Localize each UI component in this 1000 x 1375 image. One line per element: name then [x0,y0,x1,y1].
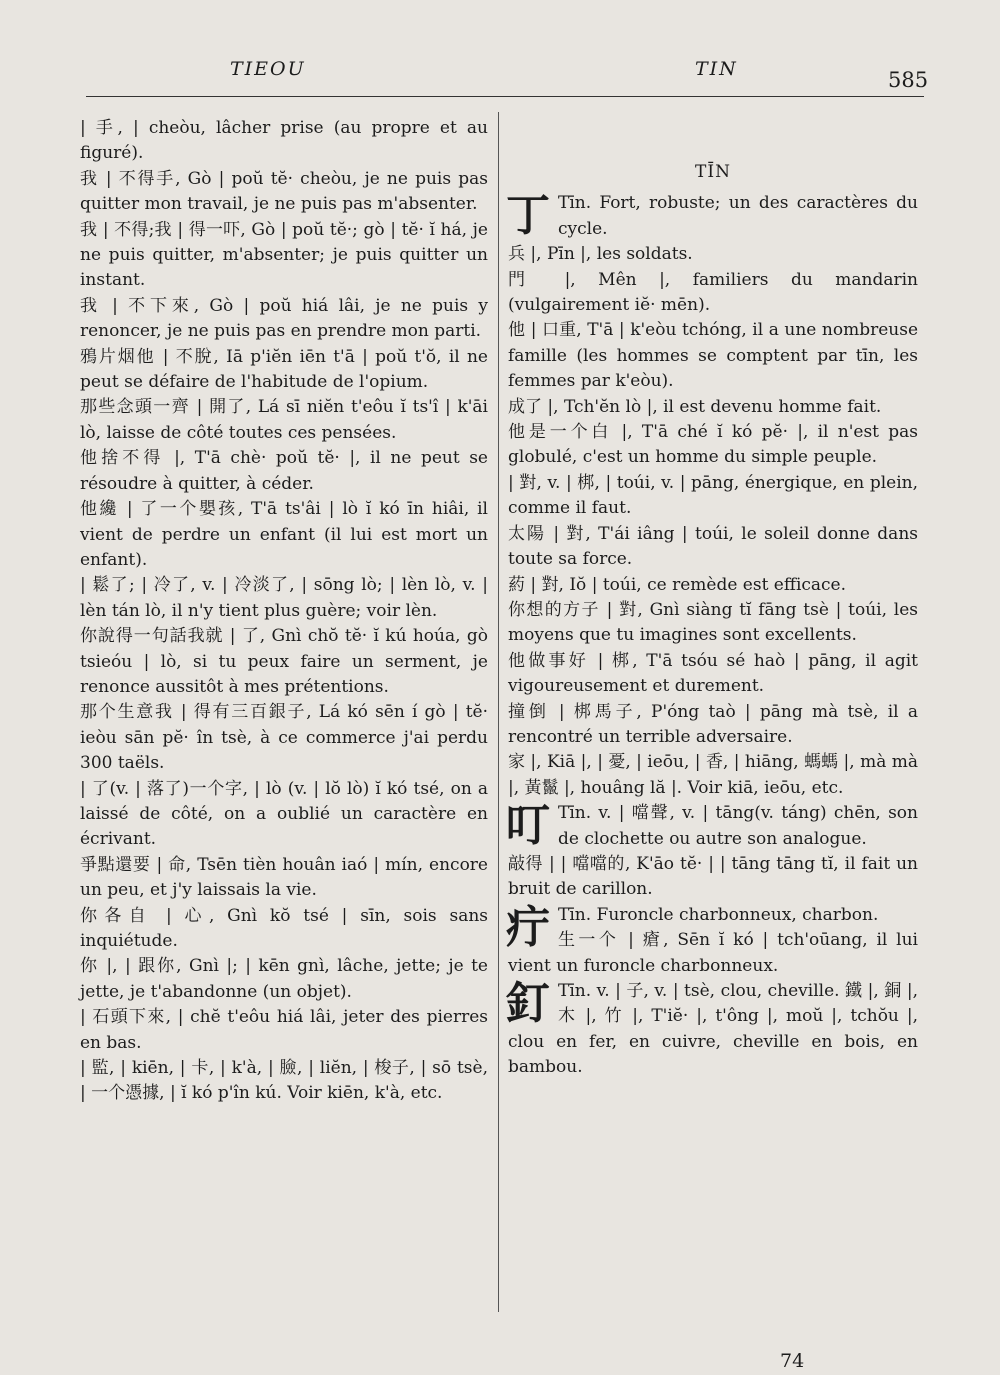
entry: | 監, | kiēn, | 卡, | k'à, | 臉, | liĕn, | 梭子, | sō tsè, | 一个憑據, | ĭ kó p'în kú. Voir kiēn, k'à, etc. [80,1058,488,1104]
entry [508,979,918,1081]
entry-text: Tīn. Fort, robuste; un des caractères du cycle. [558,193,918,239]
entry-text: Tīn. v. | 噹聲, v. | tāng(v. táng) chēn, son de clochette ou autre son analogue. [558,803,918,849]
head-character: 叮 [506,800,550,852]
running-head-right: TIN [695,58,738,80]
entry [508,928,918,979]
entry: | 石頭下來, | chĕ t'eôu hiá lâi, jeter des pierres en bas. [80,1007,488,1053]
entry: 我 | 不下來, Gò | poŭ hiá lâi, je ne puis y renoncer, je ne puis pas en prendre mon parti. [80,295,488,342]
entry [508,598,918,649]
left-column [80,116,488,1107]
head-character: 丁 [506,190,550,242]
entry: 你說得一句話我就 | 了, Gnì chŏ tĕ· ĭ kú hoúa, gò tsieóu | lò, si tu peux faire un serment, je renonce aussitôt à mes prétentions. [80,626,488,697]
entry [508,242,918,267]
entry-text: Tīn. Furoncle charbonneux, charbon. [558,904,879,925]
entry [508,522,918,573]
entry-text: 太陽 | 對, T'ái iâng | toúi, le soleil donne dans toute sa force. [508,523,918,570]
entry: 我 | 不得手, Gò | poŭ tĕ· cheòu, je ne puis pas quitter mon travail, je ne puis pas m'absenter. [80,168,488,215]
section-heading: TĪN [695,162,731,182]
entry [508,318,918,394]
entry: 他捨不得 |, T'ā chè· poŭ tĕ· |, il ne peut se résoudre à quitter, à céder. [80,448,488,494]
entry: 那些念頭一齊 | 開了, Lá sī niĕn t'eôu ĭ ts'î | k'āi lò, laisse de côté toutes ces pensées. [80,397,488,443]
header-rule [86,96,924,97]
entry-text: 敲得 | | 噹噹的, K'āo tĕ· | | tāng tāng tĭ, il fait un bruit de carillon. [508,853,918,900]
entry [508,395,918,420]
entry-text: 撞倒 | 梆馬子, P'óng taò | pāng mà tsè, il a rencontré un terrible adversaire. [508,701,918,747]
entry [508,471,918,522]
entry [508,852,918,903]
entry: 我 | 不得;我 | 得一吓, Gò | poŭ tĕ·; gò | tĕ· ĭ há, je ne puis quitter, m'absenter; je puis quitter un instant. [80,219,488,291]
entry [508,191,918,242]
entry: 你各自 | 心, Gnì kŏ tsé | sīn, sois sans inquiétude. [80,905,488,951]
entry-text: 葯 | 對, Iŏ | toúi, ce remède est efficace. [508,574,847,595]
entry-text: 他 | 口重, T'ā | k'eòu tchóng, il a une nombreuse famille (les hommes se comptent par tīn, les femmes par k'eòu). [508,320,918,392]
entry-text: 兵 |, Pīn |, les soldats. [508,244,693,265]
entry-text: Tīn. v. | 子, v. | tsè, clou, cheville. 鐵 |, 銅 |, 木 |, 竹 |, T'iĕ· |, t'ông |, moŭ |, tchŏu |, clou en fer, en cuivre, cheville en bois, en bambou. [508,981,918,1078]
entry: 他纔 | 了一个嬰孩, T'ā ts'âi | lò ĭ kó īn hiâi, il vient de perdre un enfant (il lui est mort un enfant). [80,499,488,570]
entry-text: 家 |, Kiā |, | 憂, | ieōu, | 香, | hiāng, 螞螞 |, mà mà |, 黃鬣 |, houâng lă |. Voir kiā, ieōu, etc. [508,752,918,798]
page-number: 585 [888,68,929,92]
entry [508,750,918,801]
entry-text: | 對, v. | 梆, | toúi, v. | pāng, énergique, en plein, comme il faut. [508,472,918,519]
entry: | 鬆了; | 冷了, v. | 冷淡了, | sōng lò; | lèn lò, v. | lèn tán lò, il n'y tient plus guère; voir lèn. [80,575,488,621]
entry [508,700,918,751]
entry [508,649,918,700]
entry: 爭點還要 | 命, Tsēn tièn houân iaó | mín, encore un peu, et j'y laissais la vie. [80,854,488,901]
head-character: 釘 [506,978,550,1029]
right-column [508,116,918,1081]
entry [508,268,918,319]
entry-text: 他是一个白 |, T'ā ché ĭ kó pĕ· |, il n'est pas globulé, c'est un homme du simple peuple. [508,422,918,468]
entry: 那个生意我 | 得有三百銀子, Lá kó sēn í gò | tĕ· ieòu sān pĕ· în tsè, à ce commerce j'ai perdu 300 taëls. [80,702,488,774]
head-character: 疔 [506,901,550,953]
signature-mark: 74 [780,1350,805,1372]
right-entries [508,191,918,1080]
running-head-left: TIEOU [230,58,306,80]
entry: | 了(v. | 落了)一个字, | lò (v. | lŏ lò) ĭ kó tsé, on a laissé de côté, on a oublié un caractère en écrivant. [80,778,488,850]
entry: | 手, | cheòu, lâcher prise (au propre et au figuré). [80,118,488,164]
entry-text: 門 |, Mên |, familiers du mandarin (vulgairement iĕ· mēn). [508,269,918,316]
entry: 你 |, | 跟你, Gnì |; | kēn gnì, lâche, jette; je te jette, je t'abandonne (un objet). [80,956,488,1002]
entry-text: 成了 |, Tch'ĕn lò |, il est devenu homme fait. [508,396,882,417]
entry [508,420,918,471]
entry [508,573,918,598]
entry: 鴉片烟他 | 不脫, Iā p'iĕn iēn t'ā | poŭ t'ŏ, il ne peut se défaire de l'habitude de l'opium. [80,346,488,393]
entry-text: 他做事好 | 梆, T'ā tsóu sé haò | pāng, il agit vigoureusement et durement. [508,650,918,697]
column-divider [498,112,499,1312]
entry-text: 你想的方子 | 對, Gnì siàng tĭ fāng tsè | toúi, les moyens que tu imagines sont excellents. [508,599,918,646]
entry-text: 生一个 | 瘡, Sēn ĭ kó | tch'oūang, il lui vient un furoncle charbonneux. [508,930,918,976]
entry [508,801,918,852]
